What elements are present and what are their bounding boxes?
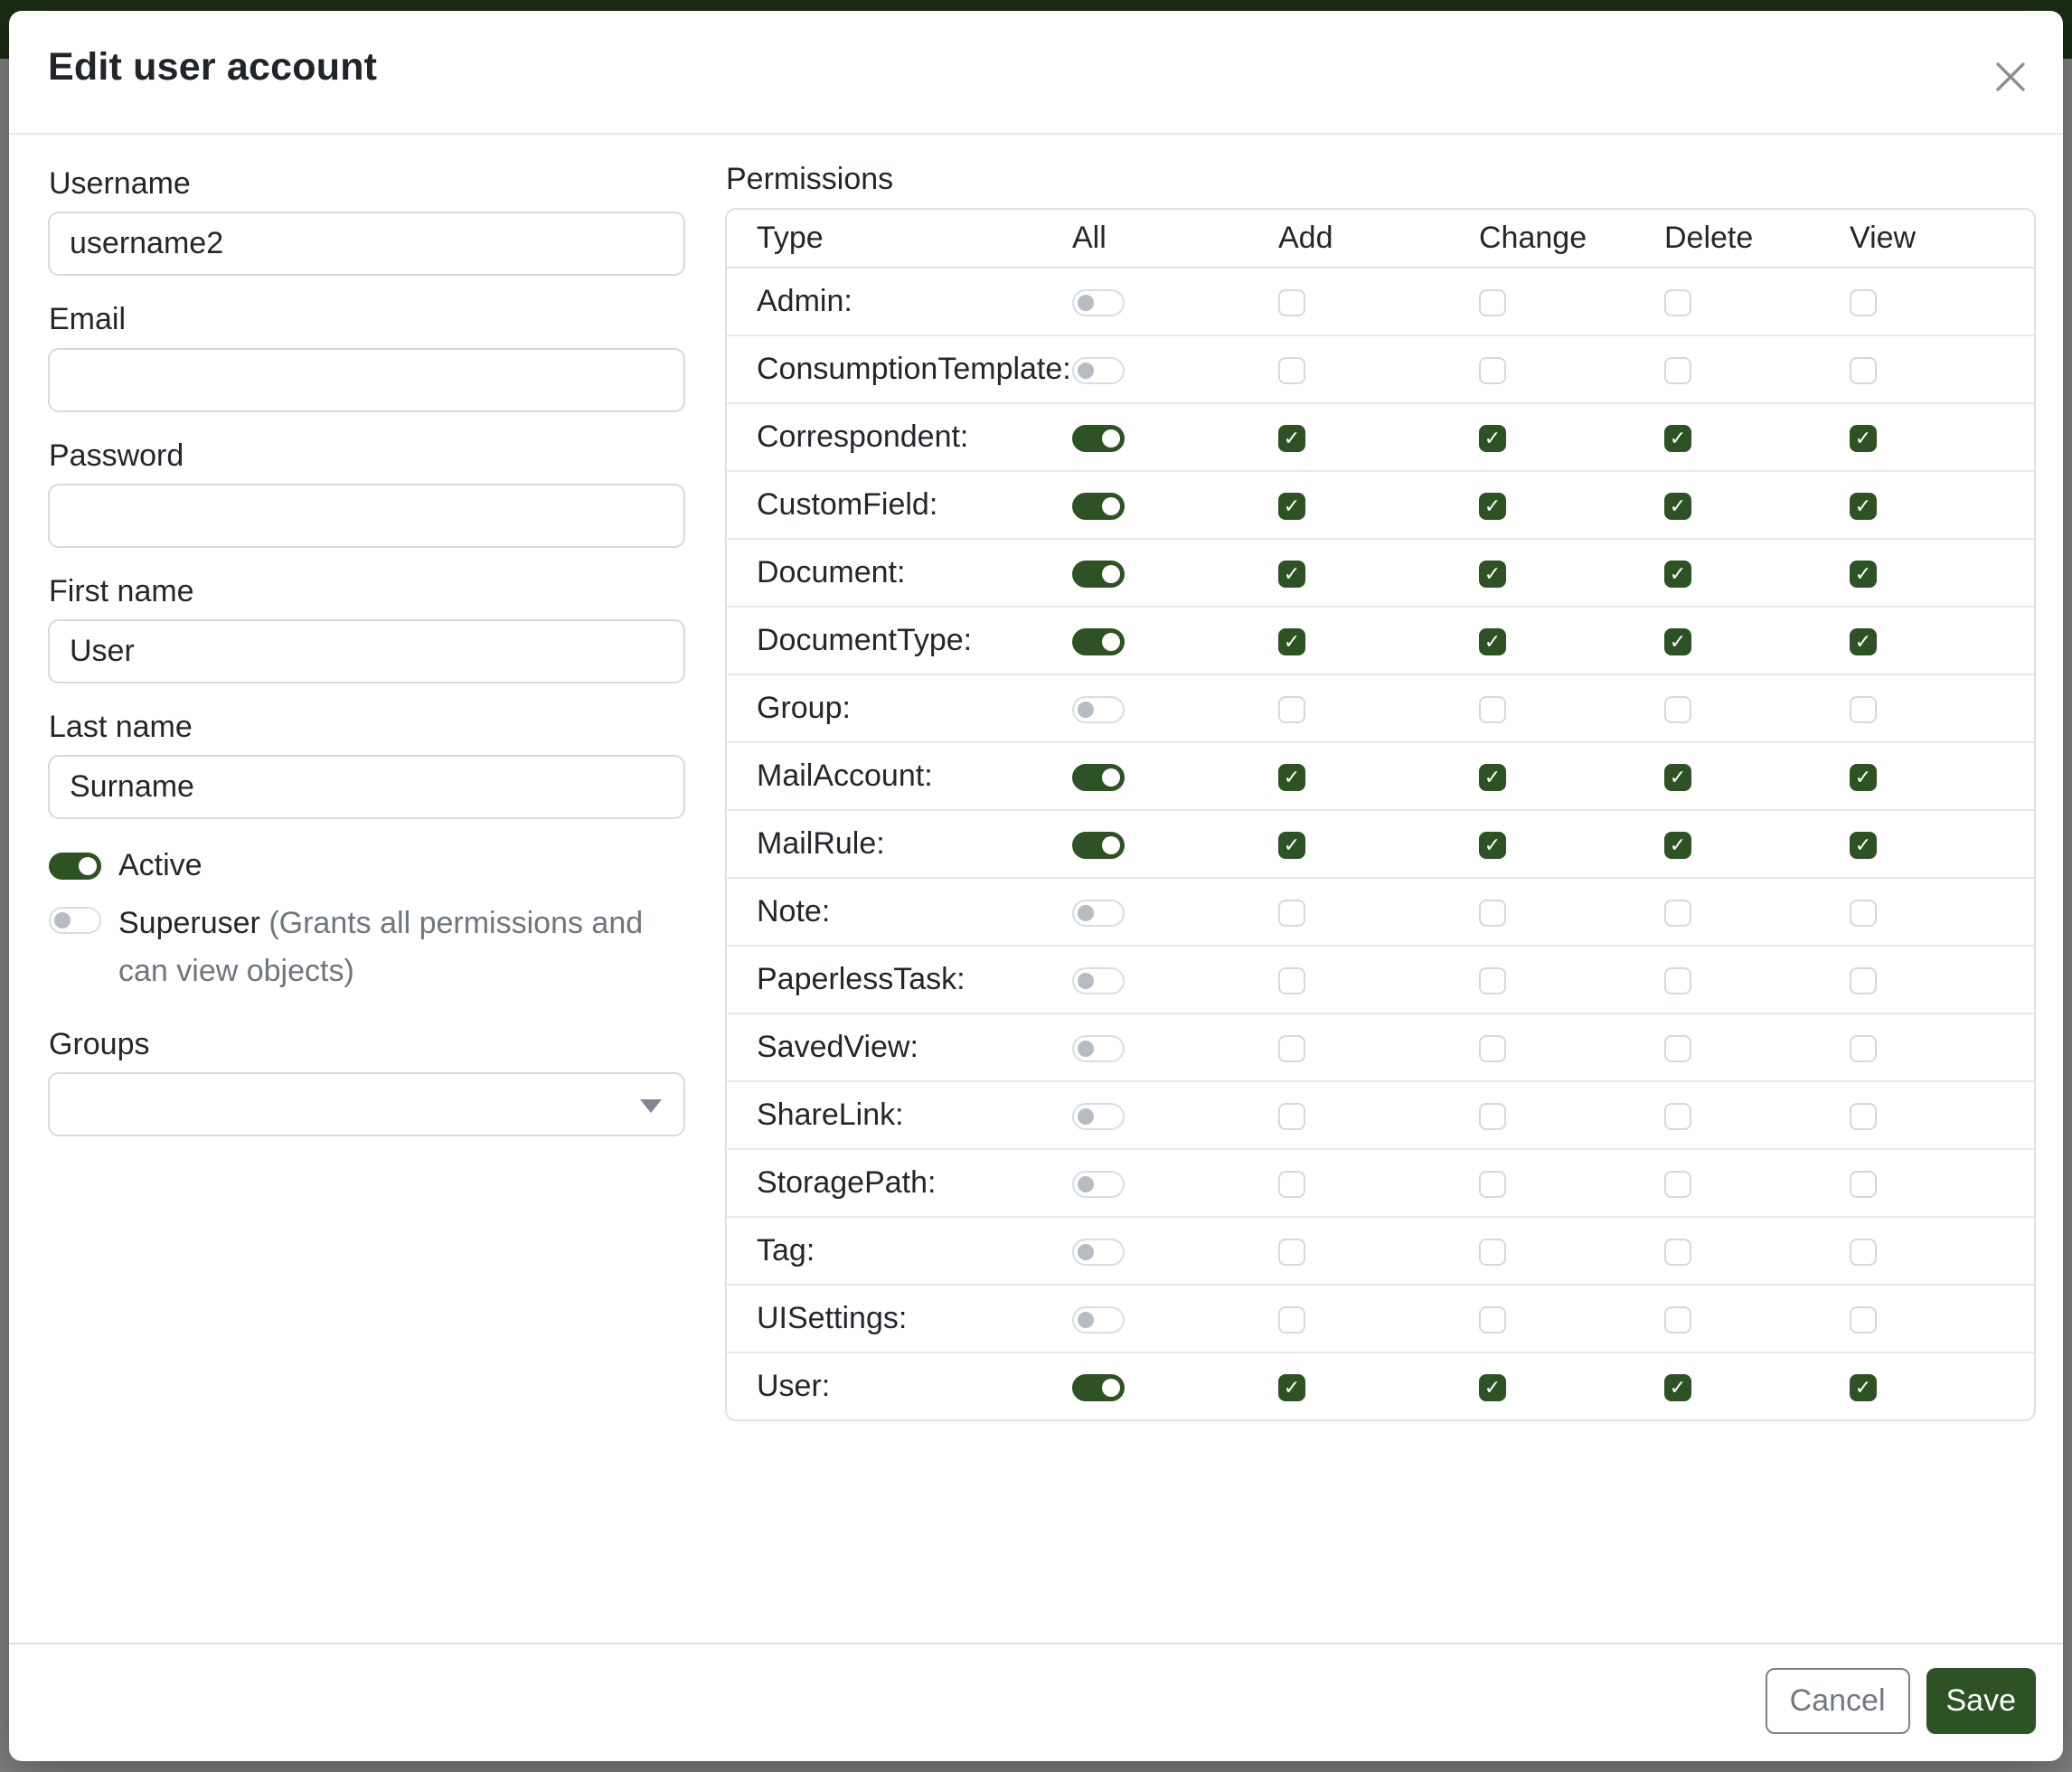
add-checkbox[interactable] — [1278, 1306, 1305, 1334]
view-checkbox[interactable]: ✓ — [1850, 764, 1877, 791]
delete-checkbox[interactable]: ✓ — [1664, 561, 1691, 588]
toggle-knob — [1078, 1176, 1094, 1192]
toggle-knob — [1078, 1312, 1094, 1328]
change-checkbox[interactable] — [1479, 1171, 1506, 1198]
permission-type-label: Tag: — [727, 1217, 1072, 1285]
permission-type-label: Note: — [727, 878, 1072, 946]
close-icon — [1995, 61, 2026, 95]
change-checkbox[interactable]: ✓ — [1479, 425, 1506, 452]
permissions-header-row — [727, 210, 2034, 268]
change-checkbox[interactable] — [1479, 967, 1506, 994]
view-checkbox[interactable]: ✓ — [1850, 493, 1877, 520]
delete-checkbox[interactable]: ✓ — [1664, 493, 1691, 520]
add-checkbox[interactable] — [1278, 1239, 1305, 1266]
delete-checkbox[interactable] — [1664, 1306, 1691, 1334]
all-permissions-toggle[interactable] — [1072, 561, 1125, 588]
last-name-label: Last name — [49, 710, 193, 745]
all-permissions-toggle[interactable] — [1072, 967, 1125, 994]
delete-checkbox[interactable] — [1664, 1171, 1691, 1198]
groups-label: Groups — [49, 1026, 150, 1061]
all-permissions-toggle[interactable] — [1072, 357, 1125, 384]
modal-body — [9, 135, 2063, 1643]
change-checkbox[interactable] — [1479, 696, 1506, 723]
email-label: Email — [49, 302, 127, 337]
toggle-knob — [1102, 768, 1120, 787]
add-checkbox[interactable]: ✓ — [1278, 764, 1305, 791]
change-checkbox[interactable] — [1479, 1103, 1506, 1130]
all-permissions-toggle[interactable] — [1072, 900, 1125, 927]
toggle-knob — [1102, 633, 1120, 651]
delete-checkbox[interactable]: ✓ — [1664, 1374, 1691, 1401]
change-checkbox[interactable] — [1479, 1035, 1506, 1062]
permission-row — [727, 471, 2034, 539]
password-field-group — [48, 434, 685, 548]
toggle-knob — [1102, 565, 1120, 583]
superuser-label: Superuser — [118, 906, 260, 941]
permissions-column — [725, 162, 2036, 1421]
superuser-toggle[interactable] — [49, 907, 101, 934]
all-permissions-toggle[interactable] — [1072, 1306, 1125, 1334]
view-checkbox[interactable]: ✓ — [1850, 832, 1877, 859]
permission-type-label: UISettings: — [727, 1285, 1072, 1353]
all-permissions-toggle[interactable] — [1072, 1374, 1125, 1401]
add-checkbox[interactable] — [1278, 696, 1305, 723]
permissions-table-body — [727, 268, 2034, 1419]
permission-type-label: StoragePath: — [727, 1149, 1072, 1217]
column-header-type: Type — [727, 210, 1072, 268]
toggle-knob — [79, 857, 97, 875]
active-label: Active — [118, 848, 202, 883]
delete-checkbox[interactable]: ✓ — [1664, 425, 1691, 452]
permission-row — [727, 1217, 2034, 1285]
delete-checkbox[interactable]: ✓ — [1664, 764, 1691, 791]
password-input[interactable] — [48, 484, 685, 548]
permissions-table-container — [725, 208, 2036, 1421]
all-permissions-toggle[interactable] — [1072, 1035, 1125, 1062]
permission-row — [727, 1081, 2034, 1149]
view-checkbox[interactable] — [1850, 1035, 1877, 1062]
toggle-knob — [1078, 973, 1094, 989]
add-checkbox[interactable] — [1278, 1103, 1305, 1130]
permission-row — [727, 539, 2034, 607]
active-toggle[interactable] — [49, 853, 101, 880]
superuser-note: (Grants all permissions and can view objects) — [118, 906, 644, 989]
permission-row — [727, 607, 2034, 674]
all-permissions-toggle[interactable] — [1072, 493, 1125, 520]
delete-checkbox[interactable] — [1664, 1103, 1691, 1130]
column-header-all: All — [1072, 210, 1278, 268]
change-checkbox[interactable]: ✓ — [1479, 561, 1506, 588]
add-checkbox[interactable] — [1278, 1035, 1305, 1062]
permission-row — [727, 1353, 2034, 1419]
delete-checkbox[interactable] — [1664, 1035, 1691, 1062]
toggle-knob — [1078, 905, 1094, 921]
first-name-field-group — [48, 570, 685, 683]
superuser-label-wrap — [118, 900, 647, 994]
permission-row — [727, 1285, 2034, 1353]
delete-checkbox[interactable] — [1664, 967, 1691, 994]
toggle-knob — [1102, 1379, 1120, 1397]
all-permissions-toggle[interactable] — [1072, 289, 1125, 316]
save-button[interactable]: Save — [1926, 1668, 2037, 1734]
view-checkbox[interactable] — [1850, 357, 1877, 384]
edit-user-modal — [9, 11, 2063, 1761]
view-checkbox[interactable] — [1850, 289, 1877, 316]
all-permissions-toggle[interactable] — [1072, 1171, 1125, 1198]
view-checkbox[interactable] — [1850, 1306, 1877, 1334]
permissions-section-label: Permissions — [726, 162, 894, 196]
username-input[interactable] — [48, 212, 685, 276]
modal-footer — [9, 1643, 2063, 1761]
delete-checkbox[interactable] — [1664, 1239, 1691, 1266]
change-checkbox[interactable]: ✓ — [1479, 493, 1506, 520]
view-checkbox[interactable] — [1850, 967, 1877, 994]
view-checkbox[interactable] — [1850, 696, 1877, 723]
permission-row — [727, 1013, 2034, 1081]
first-name-input[interactable] — [48, 619, 685, 683]
permission-row — [727, 674, 2034, 742]
view-checkbox[interactable] — [1850, 1103, 1877, 1130]
toggle-knob — [1078, 363, 1094, 379]
view-checkbox[interactable]: ✓ — [1850, 561, 1877, 588]
add-checkbox[interactable] — [1278, 967, 1305, 994]
column-header-change: Change — [1479, 210, 1664, 268]
permission-type-label: MailAccount: — [727, 742, 1072, 810]
permission-type-label: User: — [727, 1353, 1072, 1419]
permission-type-label: SavedView: — [727, 1013, 1072, 1081]
permission-row — [727, 810, 2034, 878]
last-name-input[interactable] — [48, 755, 685, 819]
username-field-group — [48, 162, 685, 276]
permission-type-label: DocumentType: — [727, 607, 1072, 674]
all-permissions-toggle[interactable] — [1072, 1239, 1125, 1266]
groups-select[interactable] — [48, 1072, 685, 1136]
toggle-knob — [54, 912, 71, 928]
password-label: Password — [49, 438, 184, 473]
permission-row — [727, 878, 2034, 946]
toggle-knob — [1078, 1244, 1094, 1260]
permission-type-label: Document: — [727, 539, 1072, 607]
view-checkbox[interactable] — [1850, 1171, 1877, 1198]
add-checkbox[interactable] — [1278, 289, 1305, 316]
view-checkbox[interactable]: ✓ — [1850, 425, 1877, 452]
toggle-knob — [1078, 1041, 1094, 1057]
delete-checkbox[interactable] — [1664, 357, 1691, 384]
permission-type-label: ShareLink: — [727, 1081, 1072, 1149]
column-header-add: Add — [1278, 210, 1479, 268]
view-checkbox[interactable] — [1850, 1239, 1877, 1266]
permission-type-label: Correspondent: — [727, 403, 1072, 471]
permission-type-label: Admin: — [757, 284, 852, 318]
active-row — [49, 848, 685, 883]
view-checkbox[interactable] — [1850, 900, 1877, 927]
change-checkbox[interactable] — [1479, 900, 1506, 927]
permission-type-label: MailRule: — [727, 810, 1072, 878]
permission-row — [727, 946, 2034, 1013]
add-checkbox[interactable] — [1278, 1171, 1305, 1198]
permission-type-label: PaperlessTask: — [727, 946, 1072, 1013]
caret-down-icon — [640, 1099, 662, 1113]
all-permissions-toggle[interactable] — [1072, 832, 1125, 859]
delete-checkbox[interactable]: ✓ — [1664, 832, 1691, 859]
column-header-delete: Delete — [1664, 210, 1850, 268]
permissions-table — [727, 210, 2034, 1419]
all-permissions-toggle[interactable] — [1072, 425, 1125, 452]
add-checkbox[interactable] — [1278, 357, 1305, 384]
all-permissions-toggle[interactable] — [1072, 696, 1125, 723]
permission-row — [727, 1149, 2034, 1217]
change-checkbox[interactable]: ✓ — [1479, 764, 1506, 791]
last-name-field-group — [48, 705, 685, 819]
permission-type-label: ConsumptionTemplate: — [727, 335, 1072, 403]
add-checkbox[interactable]: ✓ — [1278, 628, 1305, 655]
permission-type-label: CustomField: — [727, 471, 1072, 539]
delete-checkbox[interactable] — [1664, 696, 1691, 723]
permission-row — [727, 335, 2034, 403]
permission-row — [727, 742, 2034, 810]
change-checkbox[interactable] — [1479, 357, 1506, 384]
column-header-view: View — [1850, 210, 2034, 268]
change-checkbox[interactable]: ✓ — [1479, 628, 1506, 655]
add-checkbox[interactable]: ✓ — [1278, 425, 1305, 452]
all-permissions-toggle[interactable] — [1072, 628, 1125, 655]
delete-checkbox[interactable]: ✓ — [1664, 628, 1691, 655]
permission-type-label: Group: — [727, 674, 1072, 742]
all-permissions-toggle[interactable] — [1072, 764, 1125, 791]
cancel-button[interactable]: Cancel — [1766, 1668, 1910, 1734]
user-form-column — [48, 162, 685, 1136]
change-checkbox[interactable] — [1479, 289, 1506, 316]
add-checkbox[interactable] — [1278, 900, 1305, 927]
first-name-label: First name — [49, 573, 194, 608]
email-field-group — [48, 297, 685, 411]
groups-field-group — [48, 1023, 685, 1136]
modal-header — [9, 11, 2063, 135]
close-button[interactable] — [1991, 58, 2030, 98]
permission-row — [727, 403, 2034, 471]
toggle-knob — [1078, 1108, 1094, 1125]
add-checkbox[interactable]: ✓ — [1278, 493, 1305, 520]
toggle-knob — [1102, 429, 1120, 448]
change-checkbox[interactable] — [1479, 1306, 1506, 1334]
toggle-knob — [1078, 702, 1094, 718]
all-permissions-toggle[interactable] — [1072, 1103, 1125, 1130]
superuser-row — [49, 900, 685, 994]
toggle-knob — [1102, 836, 1120, 854]
view-checkbox[interactable]: ✓ — [1850, 1374, 1877, 1401]
delete-checkbox[interactable] — [1664, 900, 1691, 927]
toggle-knob — [1078, 295, 1094, 311]
username-label: Username — [49, 166, 191, 201]
change-checkbox[interactable]: ✓ — [1479, 1374, 1506, 1401]
add-checkbox[interactable]: ✓ — [1278, 1374, 1305, 1401]
view-checkbox[interactable]: ✓ — [1850, 628, 1877, 655]
modal-title: Edit user account — [48, 45, 378, 89]
add-checkbox[interactable]: ✓ — [1278, 561, 1305, 588]
change-checkbox[interactable] — [1479, 1239, 1506, 1266]
email-input[interactable] — [48, 348, 685, 412]
toggle-knob — [1102, 497, 1120, 515]
delete-checkbox[interactable] — [1664, 289, 1691, 316]
add-checkbox[interactable]: ✓ — [1278, 832, 1305, 859]
change-checkbox[interactable]: ✓ — [1479, 832, 1506, 859]
permission-row — [727, 268, 2034, 335]
